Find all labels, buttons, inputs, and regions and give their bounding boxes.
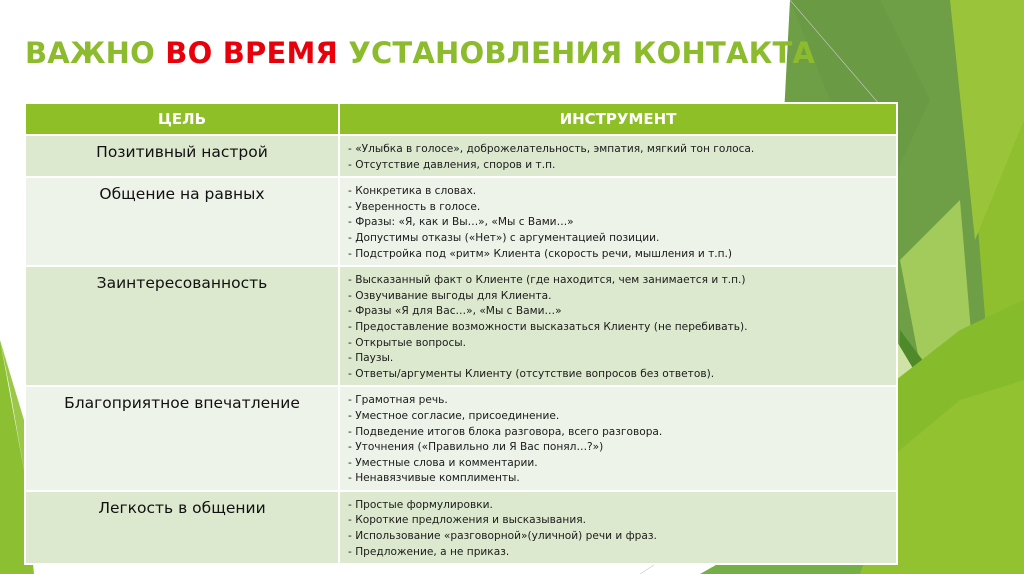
tool-item: - Конкретика в словах.	[348, 185, 477, 198]
table-row	[25, 177, 897, 266]
tool-item: - Уточнения («Правильно ли Я Вас понял…?»)	[348, 441, 604, 454]
header-goal: ЦЕЛЬ	[25, 103, 339, 135]
goal-cell: Позитивный настрой	[25, 135, 339, 177]
tool-item: - Использование «разговорной»(уличной) речи и фраз.	[348, 530, 657, 543]
tools-cell	[339, 135, 897, 177]
goal-cell: Заинтересованность	[25, 266, 339, 386]
table-row	[25, 491, 897, 564]
tool-item: - Фразы: «Я, как и Вы…», «Мы с Вами…»	[348, 216, 574, 229]
tool-item: - Предложение, а не приказ.	[348, 545, 510, 558]
tool-item: - «Улыбка в голосе», доброжелательность, эмпатия, мягкий тон голоса.	[348, 143, 755, 155]
tool-item: - Отсутствие давления, споров и т.п.	[348, 158, 556, 171]
tool-item: - Грамотная речь.	[348, 394, 448, 407]
tool-item: - Предоставление возможности высказаться Клиенту (не перебивать).	[348, 320, 748, 333]
tools-cell	[339, 386, 897, 491]
tool-item: - Подведение итогов блока разговора, всего разговора.	[348, 425, 663, 438]
tool-item: - Открытые вопросы.	[348, 336, 467, 349]
tool-item: - Фразы «Я для Вас…», «Мы с Вами…»	[348, 305, 562, 318]
table-header-row	[25, 103, 897, 135]
table-row	[25, 135, 897, 177]
tool-item: - Ненавязчивые комплименты.	[348, 472, 520, 485]
tools-cell	[339, 177, 897, 266]
tool-item: - Уместные слова и комментарии.	[348, 456, 538, 469]
tool-item: - Допустимы отказы («Нет») с аргументацией позиции.	[348, 231, 660, 244]
slide-title	[25, 36, 815, 70]
tool-item: - Озвучивание выгоды для Клиента.	[348, 289, 552, 302]
title-part-1: ВАЖНО	[25, 36, 166, 70]
table-row	[25, 266, 897, 386]
tool-item: - Высказанный факт о Клиенте (где находится, чем занимается и т.п.)	[348, 274, 746, 287]
goal-cell: Благоприятное впечатление	[25, 386, 339, 491]
contact-table	[24, 102, 898, 565]
tools-cell	[339, 266, 897, 386]
tool-item: - Подстройка под «ритм» Клиента (скорость речи, мышления и т.п.)	[348, 247, 733, 260]
tool-item: - Короткие предложения и высказывания.	[348, 514, 586, 527]
tool-item: - Ответы/аргументы Клиенту (отсутствие вопросов без ответов).	[348, 367, 715, 380]
tool-item: - Паузы.	[348, 352, 394, 365]
table-row	[25, 386, 897, 491]
tools-cell	[339, 491, 897, 564]
tool-item: - Уместное согласие, присоединение.	[348, 409, 560, 422]
header-tool: ИНСТРУМЕНТ	[339, 103, 897, 135]
goal-cell: Общение на равных	[25, 177, 339, 266]
tool-item: - Простые формулировки.	[348, 498, 493, 511]
title-part-3: УСТАНОВЛЕНИЯ КОНТАКТА	[338, 36, 816, 70]
title-accent: ВО ВРЕМЯ	[165, 36, 339, 70]
tool-item: - Уверенность в голосе.	[348, 200, 481, 213]
goal-cell: Легкость в общении	[25, 491, 339, 564]
